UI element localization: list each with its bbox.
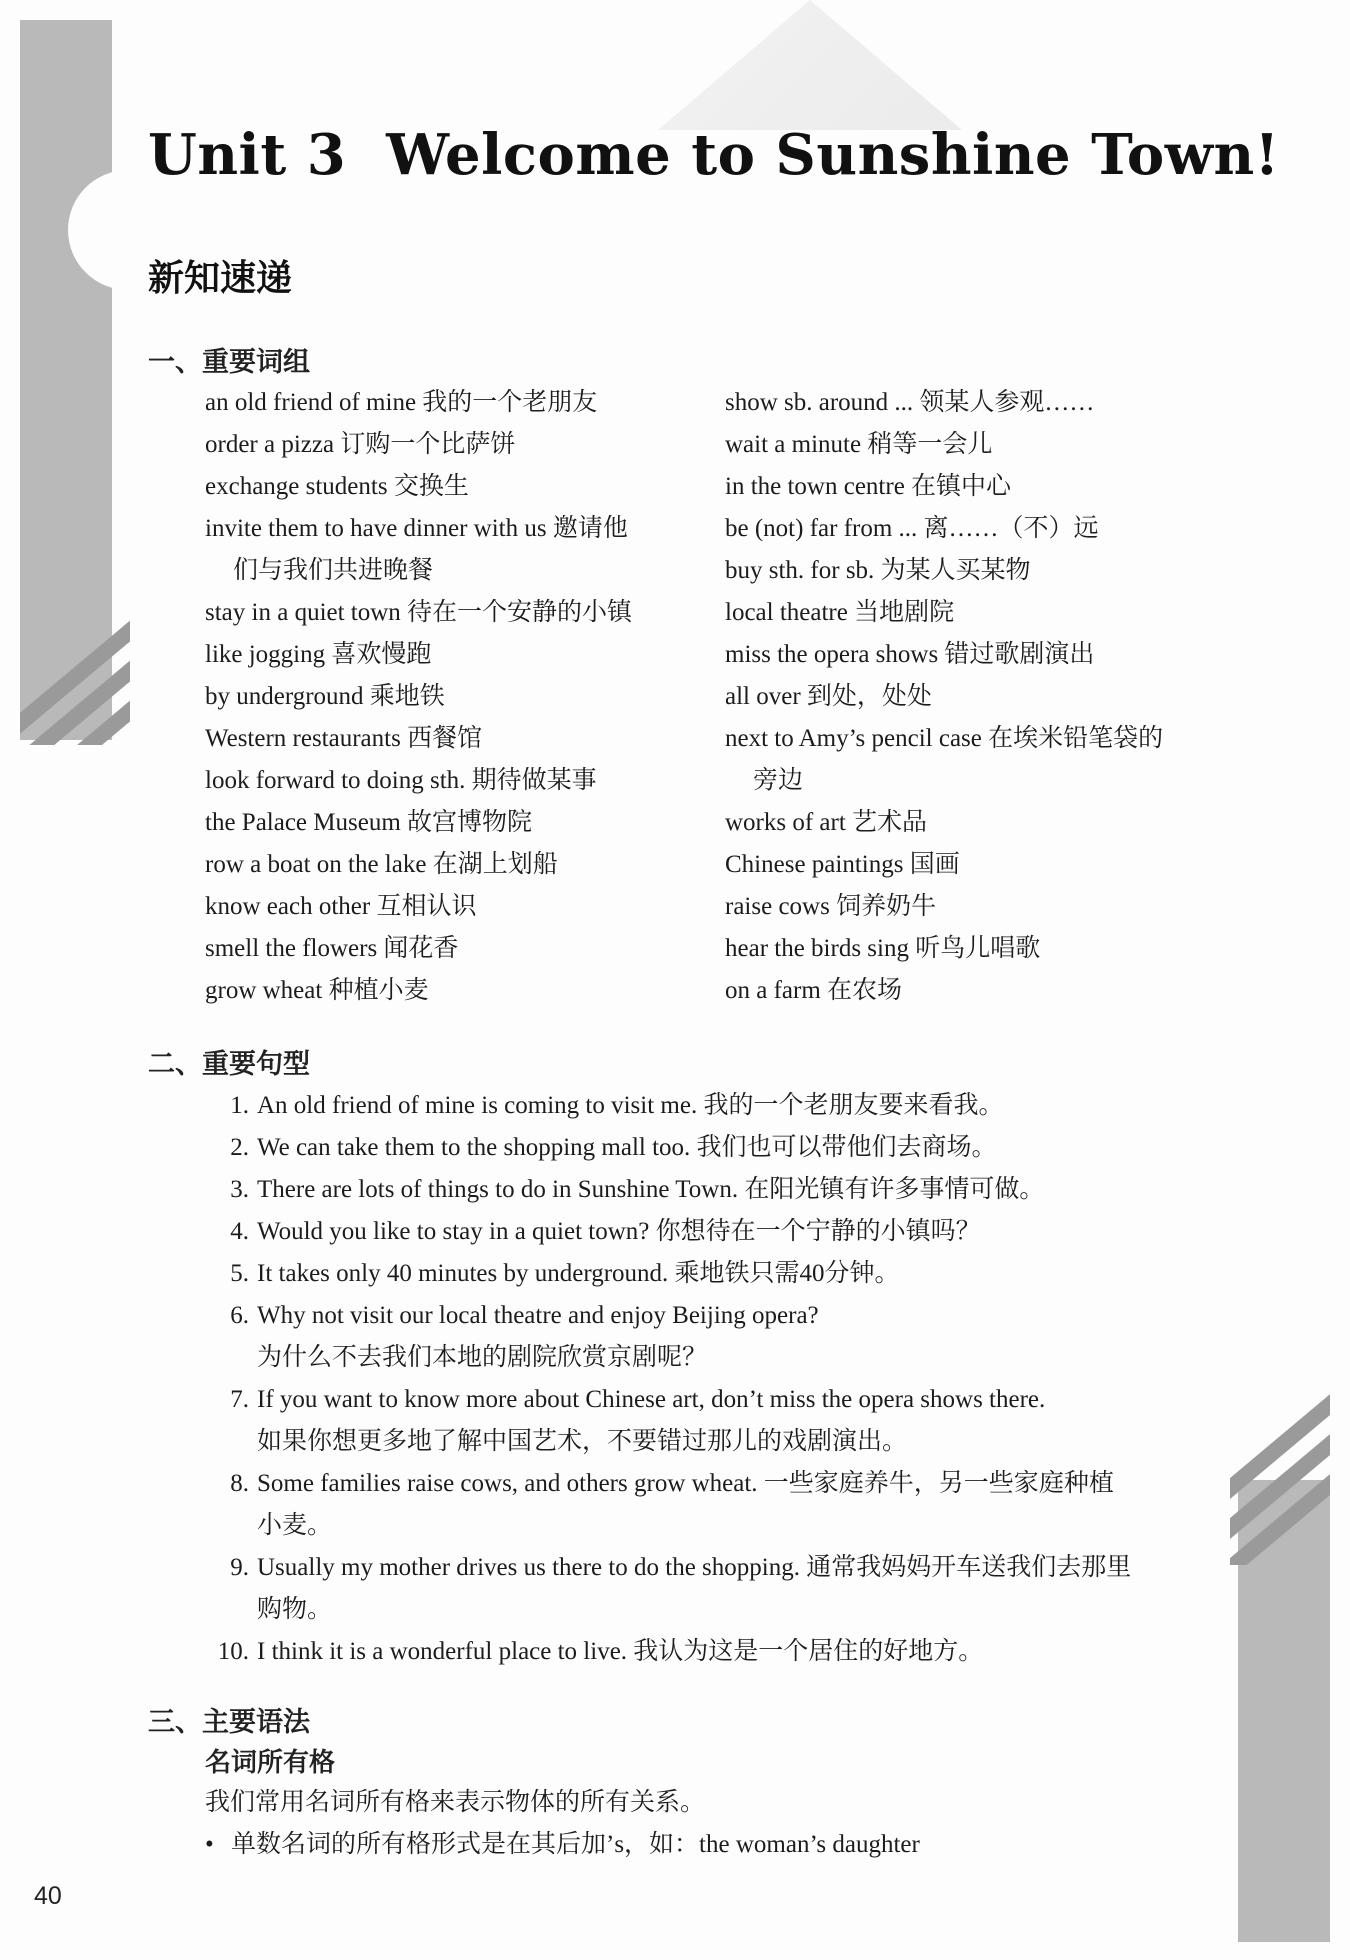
phrase-item: an old friend of mine 我的一个老朋友: [205, 389, 598, 416]
section-title: 新知速递: [148, 258, 293, 299]
phrase-item: smell the flowers 闻花香: [205, 935, 459, 962]
phrase-item: raise cows 饲养奶牛: [725, 893, 937, 920]
phrase-item: wait a minute 稍等一会儿: [725, 431, 993, 458]
phrase-item: all over 到处，处处: [725, 683, 932, 710]
sentence-text: [257, 1379, 1220, 1463]
unit-number: Unit 3: [148, 122, 347, 188]
left-decorative-stripes: [20, 545, 130, 745]
sentence-list: [205, 1085, 1220, 1673]
sentence-item: [205, 1085, 1220, 1127]
sentence-line: There are lots of things to do in Sunshine Town. 在阳光镇有许多事情可做。: [257, 1176, 1045, 1203]
sentence-text: [257, 1547, 1220, 1631]
sentence-item: [205, 1253, 1220, 1295]
sentence-line: Would you like to stay in a quiet town? 你想待在一个宁静的小镇吗？: [257, 1218, 981, 1245]
phrase-item: Western restaurants 西餐馆: [205, 725, 483, 752]
sentence-line: It takes only 40 minutes by underground. 乘地铁只需40分钟。: [257, 1260, 900, 1287]
unit-name: Welcome to Sunshine Town!: [386, 122, 1280, 188]
right-decorative-stripes: [1230, 1345, 1330, 1565]
sentence-line: Why not visit our local theatre and enjoy Beijing opera?: [257, 1302, 819, 1329]
top-decorative-shape: [620, 0, 1000, 130]
phrase-item: know each other 互相认识: [205, 893, 477, 920]
phrase-item: Chinese paintings 国画: [725, 851, 960, 878]
phrase-item: local theatre 当地剧院: [725, 599, 955, 626]
phrase-item: [725, 718, 1225, 802]
phrase-item: look forward to doing sth. 期待做某事: [205, 767, 597, 794]
sentence-line: 小麦。: [257, 1512, 333, 1539]
grammar-bullet: [205, 1824, 920, 1866]
grammar-intro: 我们常用名词所有格来表示物体的所有关系。: [205, 1789, 706, 1816]
bullet-dot-icon: •: [205, 1831, 214, 1858]
sentence-number: 7.: [230, 1386, 249, 1413]
band-notch: [68, 170, 158, 290]
sentence-text: [257, 1295, 1220, 1379]
phrase-line: invite them to have dinner with us 邀请他: [205, 515, 628, 542]
phrase-item: stay in a quiet town 待在一个安静的小镇: [205, 599, 633, 626]
phrase-item: exchange students 交换生: [205, 473, 469, 500]
sentence-number: 9.: [230, 1554, 249, 1581]
sentence-item: [205, 1169, 1220, 1211]
phrase-item: like jogging 喜欢慢跑: [205, 641, 432, 668]
sentence-line: We can take them to the shopping mall too. 我们也可以带他们去商场。: [257, 1134, 997, 1161]
sentence-line: Usually my mother drives us there to do the shopping. 通常我妈妈开车送我们去那里: [257, 1554, 1132, 1581]
sentence-item: [205, 1127, 1220, 1169]
phrase-item: buy sth. for sb. 为某人买某物: [725, 557, 1031, 584]
phrase-item: the Palace Museum 故宫博物院: [205, 809, 533, 836]
phrase-column-right: [725, 382, 1225, 1012]
phrase-item: in the town centre 在镇中心: [725, 473, 1012, 500]
sentence-line: 如果你想更多地了解中国艺术，不要错过那儿的戏剧演出。: [257, 1428, 908, 1455]
phrase-item: order a pizza 订购一个比萨饼: [205, 431, 516, 458]
sentences-heading: 二、重要句型: [148, 1049, 310, 1080]
phrase-item: be (not) far from ... 离……（不）远: [725, 515, 1099, 542]
grammar-heading: 三、主要语法: [148, 1707, 310, 1738]
grammar-bullet-text: 单数名词的所有格形式是在其后加’s，如：the woman’s daughter: [231, 1831, 920, 1858]
sentence-item: [205, 1295, 1220, 1379]
sentence-text: [257, 1631, 1220, 1673]
sentence-line: Some families raise cows, and others grow wheat. 一些家庭养牛，另一些家庭种植: [257, 1470, 1114, 1497]
phrase-line: 旁边: [753, 767, 804, 794]
sentence-text: [257, 1211, 1220, 1253]
phrase-item: miss the opera shows 错过歌剧演出: [725, 641, 1095, 668]
phrase-item: hear the birds sing 听鸟儿唱歌: [725, 935, 1041, 962]
phrase-line: next to Amy’s pencil case 在埃米铅笔袋的: [725, 725, 1164, 752]
sentence-number: 2.: [230, 1134, 249, 1161]
sentence-number: 8.: [230, 1470, 249, 1497]
phrase-item: by underground 乘地铁: [205, 683, 445, 710]
sentence-number: 4.: [230, 1218, 249, 1245]
sentence-number: 3.: [230, 1176, 249, 1203]
sentence-number: 6.: [230, 1302, 249, 1329]
sentence-number: 5.: [230, 1260, 249, 1287]
phrase-item: show sb. around ... 领某人参观……: [725, 389, 1095, 416]
unit-title: [148, 122, 1280, 188]
sentence-item: [205, 1547, 1220, 1631]
sentence-item: [205, 1463, 1220, 1547]
phrase-item: on a farm 在农场: [725, 977, 903, 1004]
grammar-subheading: 名词所有格: [205, 1748, 336, 1778]
sentence-line: I think it is a wonderful place to live. 我认为这是一个居住的好地方。: [257, 1638, 984, 1665]
phrases-heading: 一、重要词组: [148, 347, 310, 378]
sentence-line: 购物。: [257, 1596, 333, 1623]
sentence-text: [257, 1253, 1220, 1295]
sentence-text: [257, 1169, 1220, 1211]
sentence-number: 10.: [217, 1638, 249, 1665]
sentence-item: [205, 1379, 1220, 1463]
phrase-line: 们与我们共进晚餐: [233, 557, 434, 584]
phrase-item: [205, 508, 715, 592]
sentence-line: If you want to know more about Chinese art, don’t miss the opera shows there.: [257, 1386, 1046, 1413]
sentence-line: An old friend of mine is coming to visit me. 我的一个老朋友要来看我。: [257, 1092, 1004, 1119]
sentence-text: [257, 1127, 1220, 1169]
page-number: 40: [34, 1882, 62, 1910]
phrase-column-left: [205, 382, 715, 1012]
sentence-number: 1.: [230, 1092, 249, 1119]
sentence-text: [257, 1085, 1220, 1127]
sentence-line: 为什么不去我们本地的剧院欣赏京剧呢？: [257, 1344, 708, 1371]
sentence-text: [257, 1463, 1220, 1547]
phrase-item: works of art 艺术品: [725, 809, 928, 836]
phrase-columns: [205, 382, 1225, 1012]
sentence-item: [205, 1211, 1220, 1253]
sentence-item: [205, 1631, 1220, 1673]
phrase-item: row a boat on the lake 在湖上划船: [205, 851, 558, 878]
phrase-item: grow wheat 种植小麦: [205, 977, 429, 1004]
